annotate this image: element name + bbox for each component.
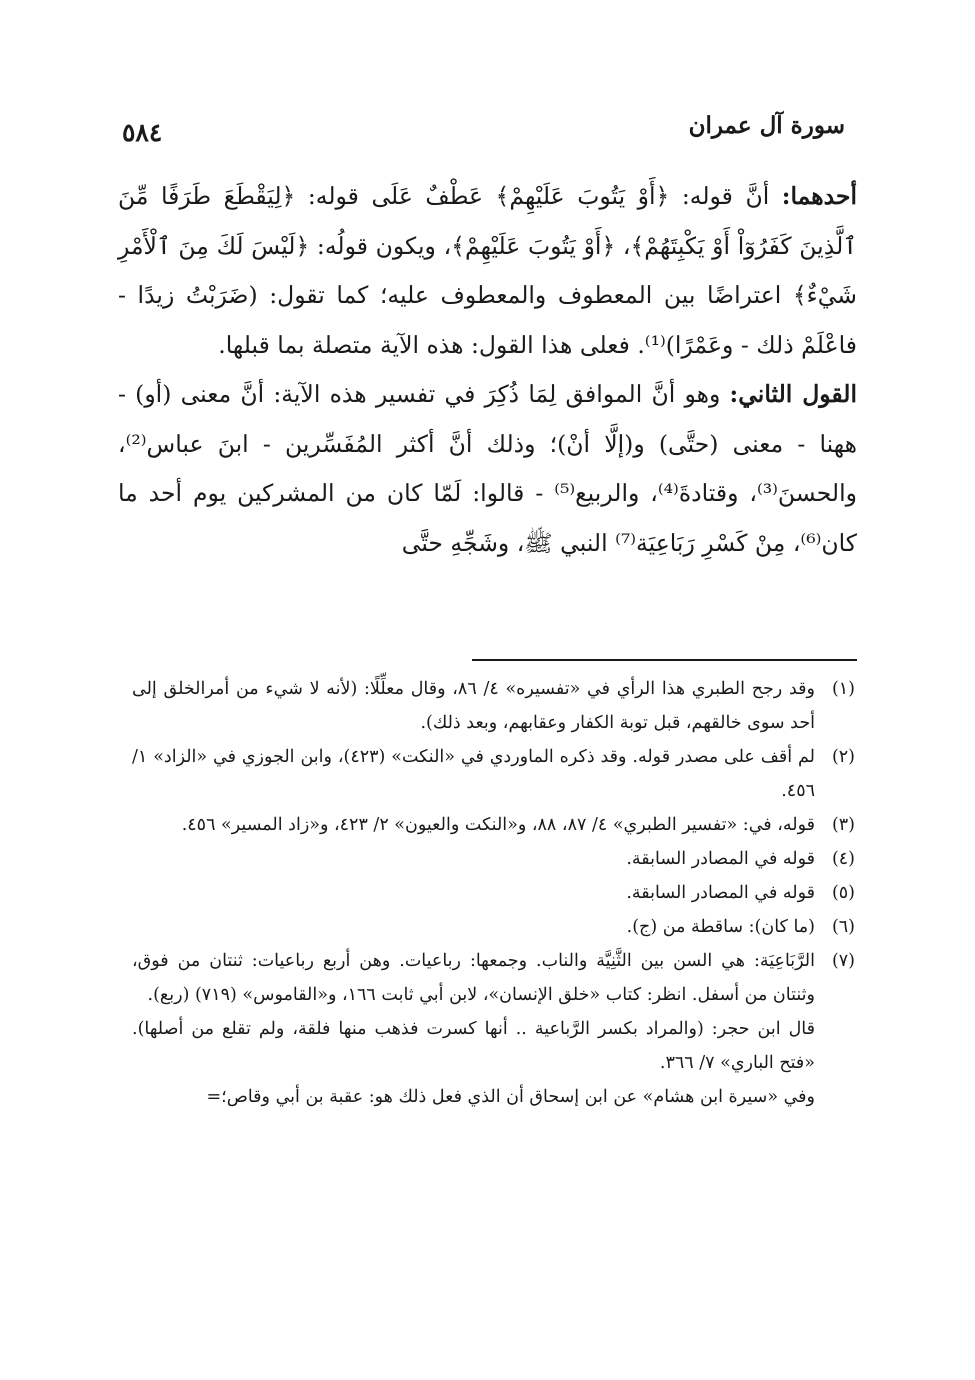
footnote-text: قوله في المصادر السابقة. [626, 849, 815, 869]
paragraph-lead: القول الثاني: [729, 380, 857, 408]
footnote-continuation: وفي «سيرة ابن هشام» عن ابن إسحاق أن الذي فعل ذلك هو: عقبة بن أبي وقاص؛= [206, 1087, 815, 1107]
footnote-text: قوله، في: «تفسير الطبري» ٤/ ٨٧، ٨٨، و«النكت والعيون» ٢/ ٤٢٣، و«زاد المسير» ٤٥٦. [181, 815, 815, 835]
footnote-number: (٢) [831, 747, 855, 767]
footnote [132, 808, 855, 842]
page-number: ٥٨٤ [122, 118, 163, 147]
footnotes [132, 672, 855, 1114]
footnote-text: الرَّبَاعِيَة: هي السن بين الثَّنِيَّة والناب. وجمعها: رباعيات. وهن أربع رباعيات: ثنتان من فوق، وثنتان من أسفل. انظر: كتاب «خلق الإنسان»، لابن أبي ثابت ١٦٦، و«القاموس» (٧١٩) (ربع). [132, 951, 815, 1005]
footnote-text: (ما كان): ساقطة من (ج). [626, 917, 815, 937]
paragraph-second-opinion [118, 370, 857, 568]
footnote-number: (٤) [831, 849, 855, 869]
footnote-text: وقد رجح الطبري هذا الرأي في «تفسيره» ٤/ ٨٦، وقال معلِّلًا: (لأنه لا شيء من أمرالخلق إلى أحد سوى خالقهم، قبل توبة الكفار وعقابهم، وبعد ذلك). [132, 679, 815, 733]
footnote-number: (١) [831, 679, 855, 699]
footnote-number: (٥) [831, 883, 855, 903]
surah-title: سورة آل عمران [688, 112, 845, 139]
footnote [132, 944, 855, 1012]
footnote-continuation: قال ابن حجر: (والمراد بكسر الرَّباعية .. أنها كسرت فذهب منها فلقة، ولم تقلع من أصلها). «فتح الباري» ٧/ ٣٦٦. [132, 1019, 815, 1073]
paragraph-lead: أحدهما: [781, 182, 857, 210]
footnote-text: لم أقف على مصدر قوله. وقد ذكره الماوردي في «النكت» (٤٢٣)، وابن الجوزي في «الزاد» ١/ ٤٥٦. [132, 747, 815, 801]
footnote [132, 740, 855, 808]
footnote-number: (٧) [831, 951, 855, 971]
footnote-number: (٦) [831, 917, 855, 937]
paragraph-text: أنَّ قوله: ﴿أَوْ يَتُوبَ عَلَيْهِمْ﴾ عَطْفٌ عَلَى قوله: ﴿لِيَقْطَعَ طَرَفًا مِّنَ ٱلَّذِينَ كَفَرُوٓاْ أَوْ يَكْبِتَهُمْ﴾، ﴿أَوْ يَتُوبَ عَلَيْهِمْ﴾، ويكون قولُه: ﴿لَيْسَ لَكَ مِنَ ٱلْأَمْرِ شَيْءٌ﴾ اعتراضًا بين المعطوف والمعطوف عليه؛ كما تقول: (ضَرَبْتُ زيدًا - فاعْلَمْ ذلك - وعَمْرًا)⁽¹⁾. فعلى هذا القول: هذه الآية متصلة بما قبلها. [118, 182, 857, 359]
footnote-text: قوله في المصادر السابقة. [626, 883, 815, 903]
footnote [132, 842, 855, 876]
paragraph-text: وهو أنَّ الموافق لِمَا ذُكِرَ في تفسير هذه الآية: أنَّ معنى (أو) - ههنا - معنى (حتَّى) و(إلَّا أنْ)؛ وذلك أنَّ أكثر المُفَسِّرين - ابنَ عباس⁽²⁾، والحسنَ⁽³⁾، وقتادةَ⁽⁴⁾، والربيع⁽⁵⁾ - قالوا: لَمّا كان من المشركين يوم أحد ما كان⁽⁶⁾، مِنْ كَسْرِ رَبَاعِيَة⁽⁷⁾ النبي ﷺ، وشَجِّهِ حتَّى [118, 380, 857, 557]
paragraph-first-opinion [118, 172, 857, 370]
main-text [118, 172, 857, 568]
footnote [132, 672, 855, 740]
footnote-number: (٣) [831, 815, 855, 835]
footnote [132, 876, 855, 910]
footnote-divider [472, 659, 857, 661]
footnote [132, 910, 855, 944]
page-header [118, 112, 857, 156]
